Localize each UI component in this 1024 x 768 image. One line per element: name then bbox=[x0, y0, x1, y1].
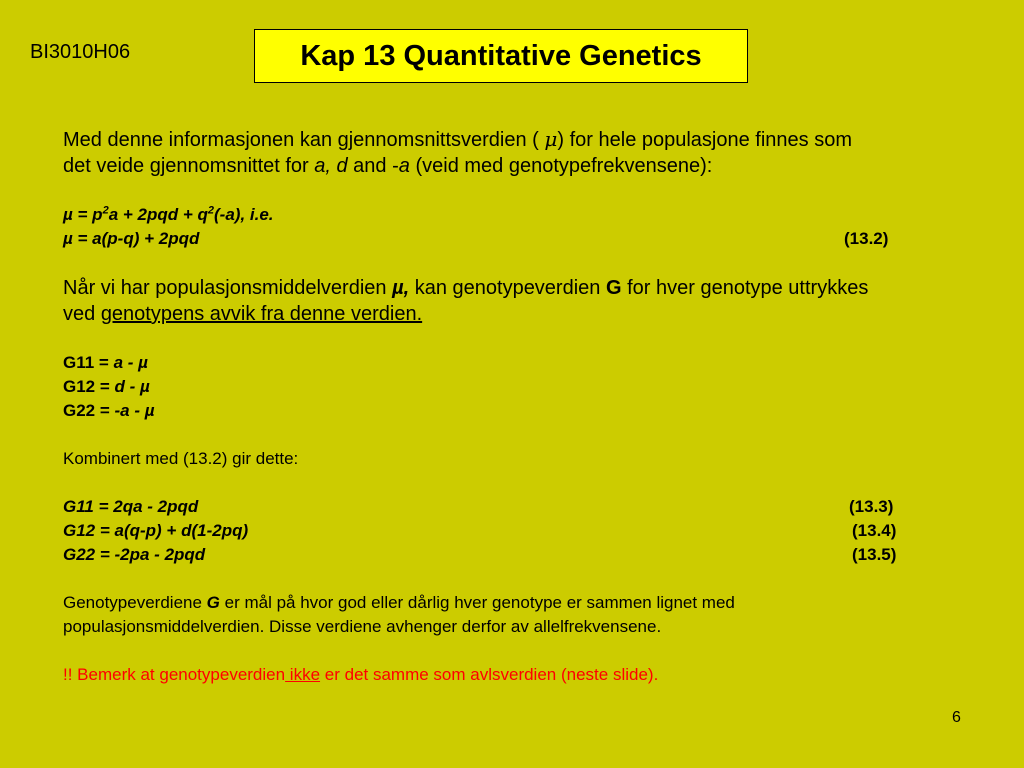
genotype-row-g22 bbox=[63, 399, 1003, 423]
slide-title: Kap 13 Quantitative Genetics bbox=[300, 39, 702, 72]
gv-text-2: er mål på hvor god eller dårlig hver genotype er sammen lignet med bbox=[219, 593, 735, 612]
mu-equation-2 bbox=[63, 227, 1003, 251]
intro-text-4: and - bbox=[347, 155, 399, 177]
mean-mu: µ, bbox=[392, 277, 410, 299]
equation-text: G11 = 2qa - 2pqd bbox=[63, 497, 199, 516]
mu-symbol: μ bbox=[544, 127, 558, 151]
mean-text-1: Når vi har populasjonsmiddelverdien bbox=[63, 277, 393, 299]
combined-text: Kombinert med (13.2) gir dette: bbox=[63, 449, 299, 468]
mu-equation-1 bbox=[63, 203, 1003, 227]
genotype-list bbox=[63, 351, 1003, 423]
intro-var-a-d: a, d bbox=[314, 155, 348, 177]
mu-eq1-part-3: (-a), i.e. bbox=[214, 205, 274, 224]
genotype-expr: -a - µ bbox=[114, 401, 155, 420]
intro-text-5: (veid med genotypefrekvensene): bbox=[409, 155, 713, 177]
slide-content bbox=[63, 126, 1003, 687]
warning-note bbox=[63, 663, 1003, 687]
mu-eq1-part-1: µ = p bbox=[63, 205, 103, 224]
warning-text-2: er det samme som avlsverdien (neste slide). bbox=[320, 665, 659, 684]
intro-var-neg-a: a bbox=[398, 155, 410, 177]
genotype-expr: d - µ bbox=[114, 377, 150, 396]
mu-eq1-sup-1: 2 bbox=[102, 204, 109, 217]
equation-ref: (13.5) bbox=[852, 545, 897, 564]
genotype-row-g11 bbox=[63, 351, 1003, 375]
equation-text: G12 = a(q-p) + d(1-2pq) bbox=[63, 521, 249, 540]
course-code: BI3010H06 bbox=[30, 41, 131, 63]
mu-eq1-sup-2: 2 bbox=[207, 204, 215, 217]
genotype-row-g12 bbox=[63, 375, 1003, 399]
genotype-values-paragraph bbox=[63, 591, 1003, 639]
equation-ref: (13.3) bbox=[849, 497, 894, 516]
mean-text-2: kan genotypeverdien bbox=[409, 277, 606, 299]
intro-text-3: det veide gjennomsnittet for bbox=[63, 155, 315, 177]
warning-underlined: ikke bbox=[285, 665, 321, 684]
gv-text-1: Genotypeverdiene bbox=[63, 593, 207, 612]
mean-underlined: genotypens avvik fra denne verdien. bbox=[100, 303, 423, 325]
intro-text-2: ) for hele populasjone finnes som bbox=[557, 129, 853, 151]
warning-text-1: !! Bemerk at genotypeverdien bbox=[63, 665, 286, 684]
equation-13-5 bbox=[63, 543, 1003, 567]
mean-paragraph bbox=[63, 275, 1003, 327]
genotype-label: G12 = bbox=[63, 377, 115, 396]
equation-13-4 bbox=[63, 519, 1003, 543]
mean-G: G bbox=[605, 277, 622, 299]
mu-eq2-ref: (13.2) bbox=[844, 229, 889, 248]
genotype-label: G22 = bbox=[63, 401, 115, 420]
gv-text-3: populasjonsmiddelverdien. Disse verdiene avhenger derfor av allelfrekvensene. bbox=[63, 617, 662, 636]
genotype-label: G11 = bbox=[63, 353, 114, 372]
intro-text-1: Med denne informasjonen kan gjennomsnittsverdien ( bbox=[63, 129, 545, 151]
page-number: 6 bbox=[952, 709, 961, 726]
mean-text-3: for hver genotype uttrykkes bbox=[621, 277, 869, 299]
equation-ref: (13.4) bbox=[852, 521, 897, 540]
intro-paragraph bbox=[63, 126, 1003, 179]
equation-text: G22 = -2pa - 2pqd bbox=[63, 545, 206, 564]
equation-13-3 bbox=[63, 495, 1003, 519]
mu-eq1-part-2: a + 2pqd + q bbox=[108, 205, 208, 224]
genotype-expr: a - µ bbox=[113, 353, 148, 372]
mu-eq2-text: µ = a(p-q) + 2pqd bbox=[63, 229, 200, 248]
mean-text-4: ved bbox=[63, 303, 101, 325]
title-box bbox=[254, 29, 748, 83]
gv-G: G bbox=[206, 593, 220, 612]
